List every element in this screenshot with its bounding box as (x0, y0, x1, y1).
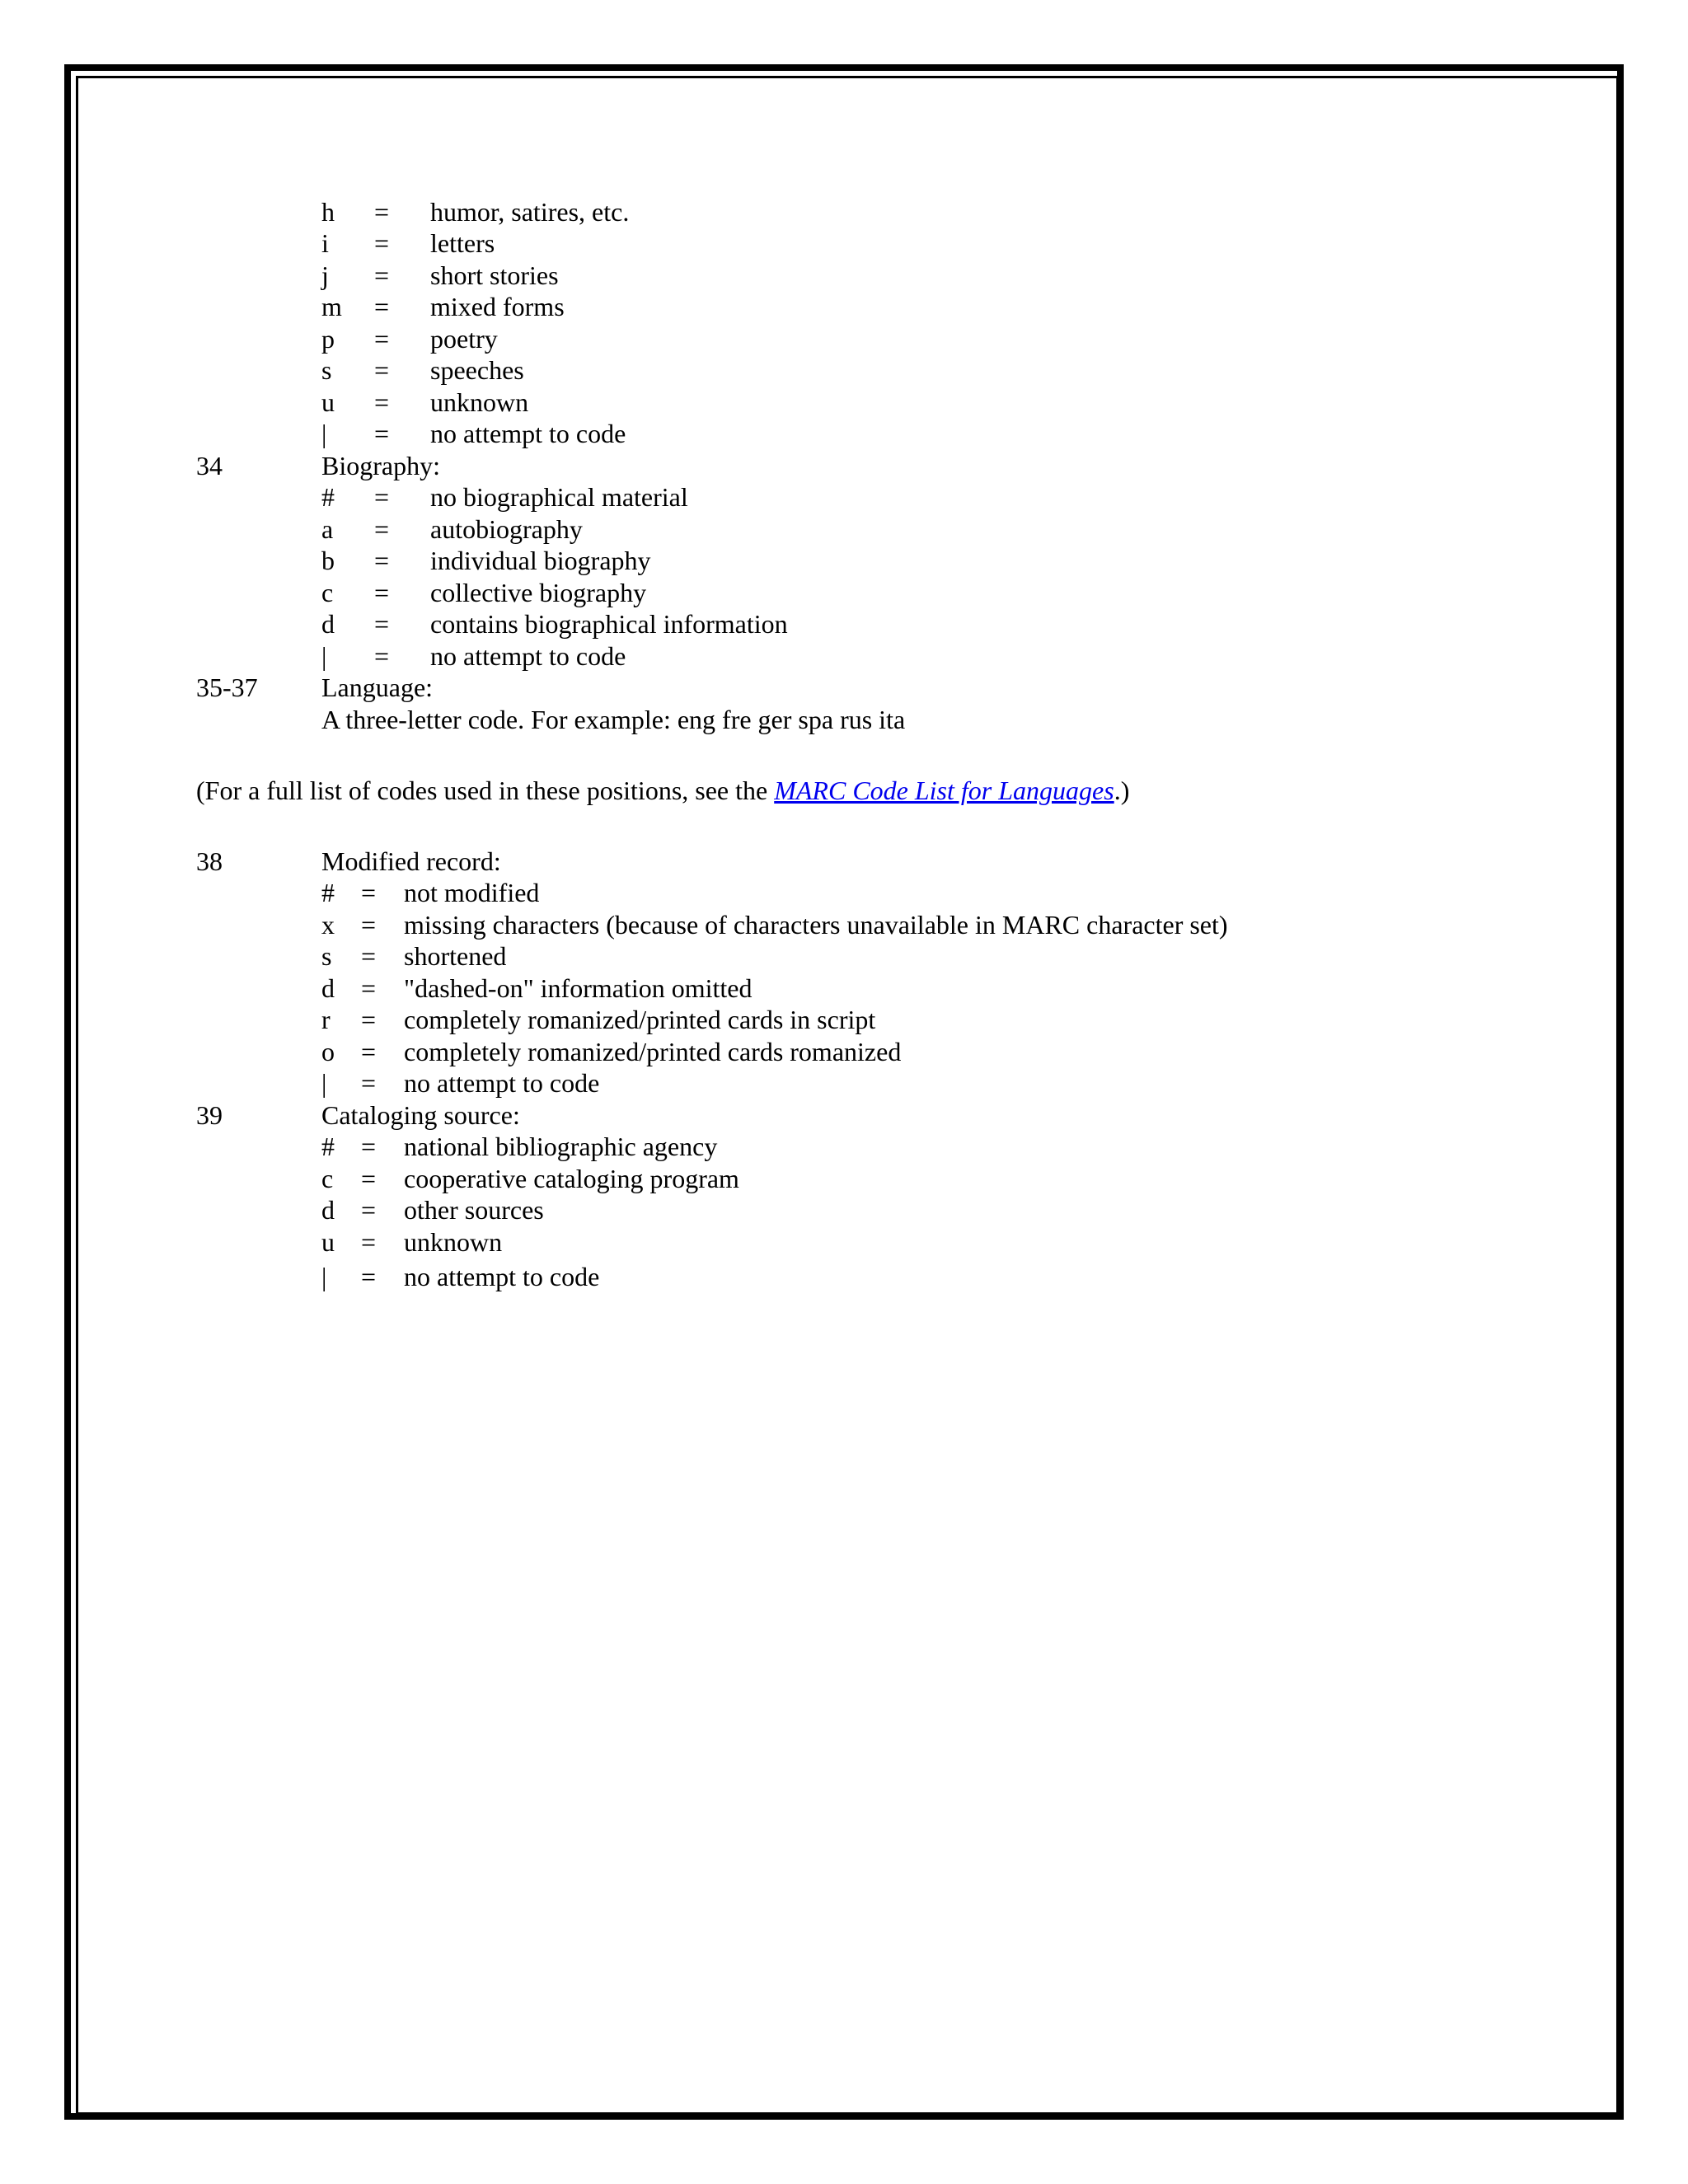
note-suffix: .) (1114, 776, 1130, 805)
code-value: s (321, 355, 332, 385)
code-description: poetry (430, 324, 498, 354)
code-description: no attempt to code (404, 1068, 600, 1098)
equals-sign: = (374, 482, 390, 512)
equals-sign: = (374, 419, 390, 448)
code-description: letters (430, 228, 495, 258)
equals-sign: = (374, 546, 390, 575)
code-description: unknown (430, 387, 529, 417)
code-description: humor, satires, etc. (430, 197, 630, 227)
language-list-note (196, 775, 1129, 806)
code-value: | (321, 1262, 327, 1291)
code-description: individual biography (430, 546, 651, 575)
equals-sign: = (374, 228, 390, 258)
code-value: p (321, 324, 335, 354)
code-description: completely romanized/printed cards romanized (404, 1037, 902, 1066)
code-value: c (321, 1164, 334, 1193)
code-value: s (321, 941, 332, 971)
code-description: speeches (430, 355, 524, 385)
code-value: # (321, 878, 335, 907)
code-value: u (321, 1227, 335, 1257)
code-value: r (321, 1005, 331, 1034)
marc-language-list-link[interactable]: MARC Code List for Languages (774, 776, 1114, 805)
equals-sign: = (361, 1068, 377, 1098)
equals-sign: = (374, 197, 390, 227)
code-description: mixed forms (430, 292, 565, 321)
code-description: autobiography (430, 514, 583, 544)
equals-sign: = (374, 578, 390, 607)
equals-sign: = (374, 641, 390, 671)
code-value: b (321, 546, 335, 575)
code-value: c (321, 578, 334, 607)
code-description: other sources (404, 1195, 544, 1225)
equals-sign: = (374, 355, 390, 385)
code-description: no attempt to code (430, 419, 626, 448)
code-description: "dashed-on" information omitted (404, 973, 753, 1003)
equals-sign: = (361, 1005, 377, 1034)
language-description: A three-letter code. For example: eng fre ger spa rus ita (321, 705, 906, 734)
code-value: i (321, 228, 329, 258)
code-description: contains biographical information (430, 609, 788, 639)
code-description: cooperative cataloging program (404, 1164, 739, 1193)
code-description: no attempt to code (404, 1262, 600, 1291)
equals-sign: = (374, 324, 390, 354)
code-value: d (321, 609, 335, 639)
position-number: 38 (196, 846, 223, 876)
code-value: x (321, 910, 335, 940)
field-heading: Biography: (321, 451, 440, 480)
equals-sign: = (374, 387, 390, 417)
equals-sign: = (361, 1262, 377, 1291)
code-description: unknown (404, 1227, 503, 1257)
code-value: # (321, 1132, 335, 1161)
equals-sign: = (361, 1037, 377, 1066)
code-value: | (321, 641, 327, 671)
code-value: a (321, 514, 334, 544)
code-description: no attempt to code (430, 641, 626, 671)
code-description: shortened (404, 941, 507, 971)
code-description: not modified (404, 878, 540, 907)
code-description: short stories (430, 260, 559, 290)
code-description: missing characters (because of characters unavailable in MARC character set) (404, 910, 1228, 940)
equals-sign: = (374, 260, 390, 290)
equals-sign: = (361, 878, 377, 907)
code-description: collective biography (430, 578, 647, 607)
code-description: completely romanized/printed cards in script (404, 1005, 876, 1034)
code-description: national bibliographic agency (404, 1132, 718, 1161)
code-value: j (321, 260, 329, 290)
code-description: no biographical material (430, 482, 688, 512)
equals-sign: = (374, 292, 390, 321)
equals-sign: = (361, 1132, 377, 1161)
position-number: 34 (196, 451, 223, 480)
code-value: | (321, 419, 327, 448)
code-value: o (321, 1037, 335, 1066)
equals-sign: = (361, 1227, 377, 1257)
code-value: u (321, 387, 335, 417)
code-value: | (321, 1068, 327, 1098)
equals-sign: = (361, 1164, 377, 1193)
equals-sign: = (361, 1195, 377, 1225)
field-heading: Cataloging source: (321, 1100, 520, 1130)
note-prefix: (For a full list of codes used in these positions, see the (196, 776, 775, 805)
equals-sign: = (361, 910, 377, 940)
equals-sign: = (361, 941, 377, 971)
code-value: h (321, 197, 335, 227)
code-value: # (321, 482, 335, 512)
code-value: m (321, 292, 342, 321)
position-number: 39 (196, 1100, 223, 1130)
equals-sign: = (374, 609, 390, 639)
equals-sign: = (361, 973, 377, 1003)
code-value: d (321, 1195, 335, 1225)
code-value: d (321, 973, 335, 1003)
field-heading: Language: (321, 673, 434, 702)
position-number: 35-37 (196, 673, 258, 702)
equals-sign: = (374, 514, 390, 544)
field-heading: Modified record: (321, 846, 501, 876)
